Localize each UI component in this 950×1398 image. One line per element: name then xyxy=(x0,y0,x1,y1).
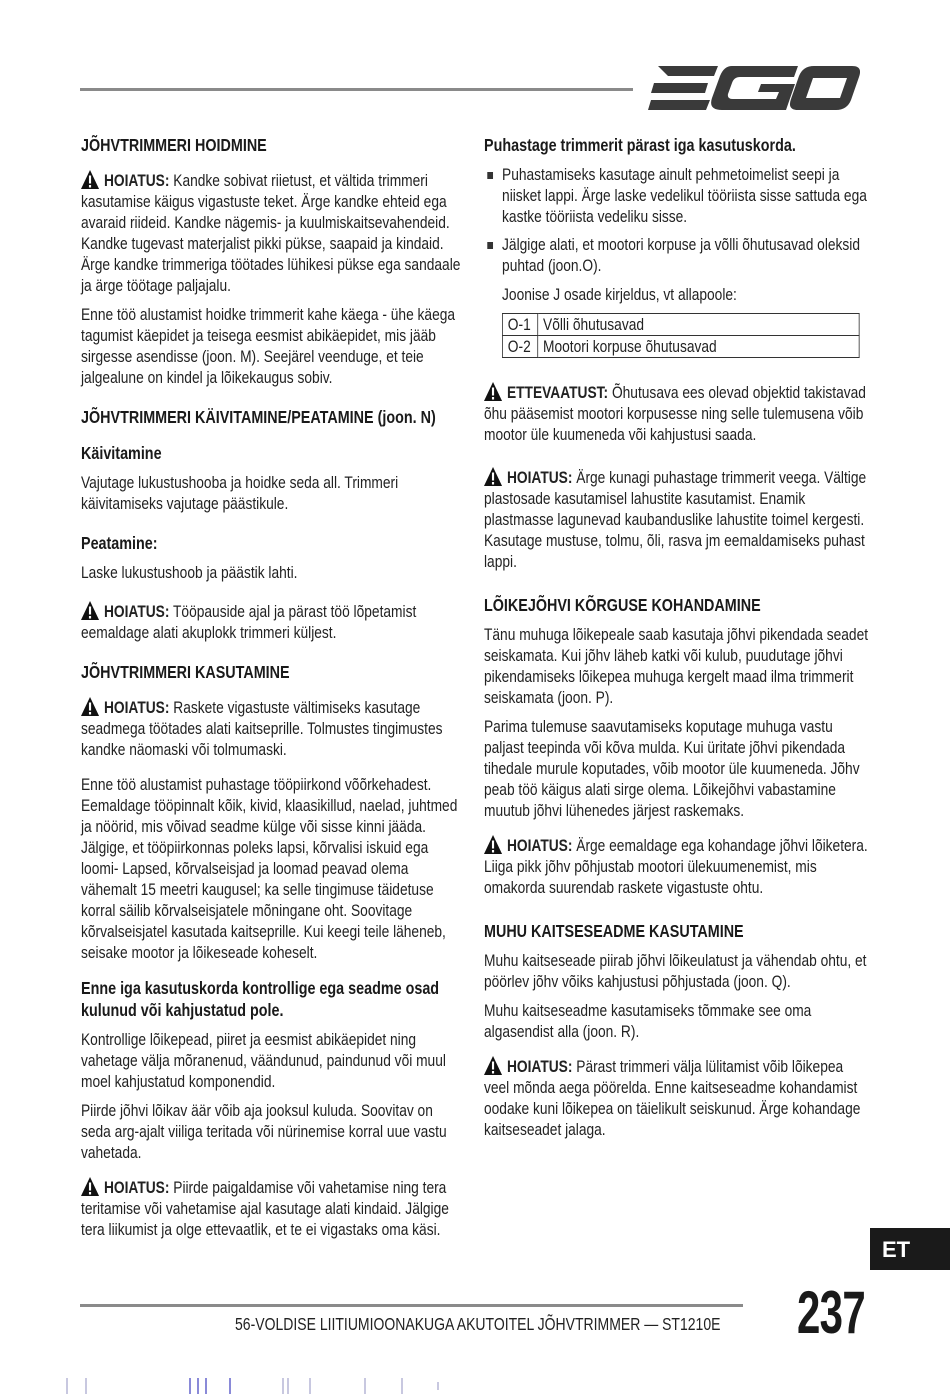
warning-label: HOIATUS: xyxy=(506,836,573,855)
warning-text: Ärge kunagi puhastage trimmerit veega. Vältige plastosade kasutamisel lahustite kasutamist. Enamik plastmasse lagunevad kaubanduslike lahustite toimel kergesti. Kasutage mustuse, tolmu, õli, rasva jm eemaldamiseks puhast lappi. xyxy=(484,468,867,571)
list-item: Puhastamiseks kasutage ainult pehmetoimelist seepi ja niisket lappi. Ärge laske vedelikul tööriista sisse sattuda ega kastke tööriista vedeliku sisse. xyxy=(484,164,869,227)
warning-label: HOIATUS: xyxy=(103,698,170,717)
footer-rule xyxy=(80,1304,743,1307)
paragraph-bump-feed: Tänu muhuga lõikepeale saab kasutaja jõhvi pikendada seadet seiskamata. Kui jõhv läheb katki või kulub, puudutage jõhvi pikendamiseks lõikepea muhuga kergelt maad ilma trimmerit seiskamata (joon. P). xyxy=(484,625,869,707)
warning-text: Raskete vigastuste vältimiseks kasutage seadmega töötades alati kaitseprille. Tolmustes tingimustes kandke näomaski või tolmumaski. xyxy=(81,698,443,759)
paragraph-stop: Laske lukustushoob ja päästik lahti. xyxy=(81,563,298,582)
footer-title: 56-VOLDISE LIITIUMIOONAKUGA AKUTOITEL JÕHVTRIMMER — ST1210E xyxy=(235,1314,721,1334)
warning-triangle-icon xyxy=(484,835,502,854)
paragraph-inspection: Kontrollige lõikepead, piiret ja eesmist abikäepidet ning vahetage välja mõranenud, väändunud, paindunud või muul moel kahjustatud komponendid. xyxy=(81,1030,446,1091)
warning-triangle-icon xyxy=(81,697,99,716)
warning-triangle-icon xyxy=(484,382,502,401)
warning-label: HOIATUS: xyxy=(103,602,170,621)
warning-triangle-icon xyxy=(484,467,502,486)
ego-logo xyxy=(648,64,860,112)
warning-clothing xyxy=(81,170,461,296)
subheading-stop: Peatamine: xyxy=(81,533,158,553)
bullet-icon xyxy=(487,242,493,249)
table-cell: Mootori korpuse õhutusavad xyxy=(538,336,859,358)
cleaning-list xyxy=(484,164,869,276)
warning-triangle-icon xyxy=(484,1056,502,1075)
section-heading-cleaning: Puhastage trimmerit pärast iga kasutuskorda. xyxy=(484,135,796,155)
subheading-start: Käivitamine xyxy=(81,443,162,463)
parts-table xyxy=(502,313,860,358)
warning-coasting-head xyxy=(484,1056,869,1140)
table-intro: Joonise J osade kirjeldus, vt allapoole: xyxy=(502,285,737,304)
header-rule xyxy=(80,88,633,91)
warning-text: Kandke sobivat riietust, et vältida trimmeri kasutamise käigus vigastuste teket. Ärge kandke ehteid ega avaraid riideid. Kandke nägemis- ja kuulmiskaitsevahendeid. Kandke tugevast materjalist pikki pükse, saapaid ja kindaid. Ärge kandke trimmeriga töötades lühikesi pükse ega sandaale ja ärge töötage paljajalu. xyxy=(81,171,461,295)
warning-battery xyxy=(81,601,461,643)
bullet-icon xyxy=(487,172,493,179)
paragraph-guard-use: Muhu kaitseseadme kasutamiseks tõmmake see oma algasendist alla (joon. R). xyxy=(484,1001,812,1041)
table-row xyxy=(502,314,859,336)
warning-text: Ärge eemaldage ega kohandage jõhvi lõiketera. Liiga pikk jõhv põhjustab mootori ülekuumenemist, mis omakorda suurendab raskete vigastuste ohtu. xyxy=(484,836,868,897)
paragraph-best-results: Parima tulemuse saavutamiseks koputage muhuga vastu paljast teepinda või kõva mulda. Kui üritate jõhvi pikendada tihedale murule koputades, võib mootor üle kuumeneda. Jõhv peab töö käigus alati sirge olema. Lõikejõhvi vabastamine muutub jõhvi lühenedes järjest raskemaks. xyxy=(484,717,860,820)
caution-text: Õhutusava ees olevad objektid takistavad õhu pääsemist mootori korpusesse ning selle tulemusena võib mootor üle kuumeneda või kahjustusi saada. xyxy=(484,383,866,444)
table-row xyxy=(502,336,859,358)
caution-vents xyxy=(484,382,869,445)
warning-triangle-icon xyxy=(81,170,99,189)
warning-triangle-icon xyxy=(81,601,99,620)
paragraph-holding: Enne töö alustamist hoidke trimmerit kahe käega - ühe käega tagumist käepidet ja teisega eesmist abikäepidet, mis jääb sirgesse asendisse (joon. M). Seejärel veenduge, et teie jalgealune on kindel ja lõikekaugus sobiv. xyxy=(81,305,456,387)
page-number: 237 xyxy=(797,1279,865,1346)
language-tab: ET xyxy=(870,1228,950,1270)
section-heading-start-stop: JÕHVTRIMMERI KÄIVITAMINE/PEATAMINE (joon. N) xyxy=(81,407,436,427)
warning-no-water xyxy=(484,467,869,572)
section-heading-line-adjust: LÕIKEJÕHVI KÕRGUSE KOHANDAMINE xyxy=(484,595,761,615)
warning-label: HOIATUS: xyxy=(103,171,170,190)
paragraph-work-area: Enne töö alustamist puhastage tööpiirkond võõrkehadest. Eemaldage tööpinnalt kõik, kivid, klaasikillud, naelad, juhtmed ja nöörid, mis võivad seadme külge või sisse kinni jääda. Jälgige, et tööpiirkonnas poleks lapsi, kõrvalisi iskuid ega loomi- Lapsed, kõrvalseisjad ja loomad peavad olema vähemalt 15 meetri kaugusel; ka selle tingimuse täidetuse korral säilib kõrvalseisjatele mõningane oht. Soovitage kõrvalseisjatel kasutada kaitseprille. Kui keegi teile läheneb, seisake mootor ja lõikeseade koheselt. xyxy=(81,775,458,962)
caution-label: ETTEVAATUST: xyxy=(506,383,609,402)
table-cell: Võlli õhutusavad xyxy=(538,314,859,336)
section-heading-usage: JÕHVTRIMMERI KASUTAMINE xyxy=(81,662,290,682)
section-heading-storage: JÕHVTRIMMERI HOIDMINE xyxy=(81,135,267,155)
table-cell: O-1 xyxy=(502,314,537,336)
paragraph-guard-edge: Piirde jõhvi lõikav äär võib aja jooksul kuluda. Soovitav on seda arg-ajalt viiliga teritada või nürinemise korral uue vastu vahetada. xyxy=(81,1101,447,1162)
warning-gloves xyxy=(81,1177,461,1240)
warning-label: HOIATUS: xyxy=(103,1178,170,1197)
section-heading-bump-guard: MUHU KAITSESEADME KASUTAMINE xyxy=(484,921,744,941)
right-column xyxy=(484,132,869,1148)
warning-text: Piirde paigaldamise või vahetamise ning tera teritamise või vahetamise ajal kasutage alati kindaid. Jälgige tera liikumist ja olge ettevaatlik, et te ei vigastaks oma käsi. xyxy=(81,1178,449,1239)
print-marks xyxy=(0,1376,950,1396)
warning-label: HOIATUS: xyxy=(506,468,573,487)
warning-line-blade xyxy=(484,835,869,898)
left-column xyxy=(81,132,461,1248)
paragraph-guard-limits: Muhu kaitseseade piirab jõhvi lõikeulatust ja vähendab ohtu, et pöörlev jõhv võiks kahjustusi põhjustada (joon. Q). xyxy=(484,951,867,991)
warning-label: HOIATUS: xyxy=(506,1057,573,1076)
table-cell: O-2 xyxy=(502,336,537,358)
warning-triangle-icon xyxy=(81,1177,99,1196)
section-heading-inspection: Enne iga kasutuskorda kontrollige ega seadme osad kulunud või kahjustatud pole. xyxy=(81,978,440,1020)
warning-text: Tööpauside ajal ja pärast töö lõpetamist eemaldage alati akuplokk trimmeri küljest. xyxy=(81,602,417,642)
paragraph-start: Vajutage lukustushooba ja hoidke seda all. Trimmeri käivitamiseks vajutage päästikule. xyxy=(81,473,399,513)
warning-eye-protection xyxy=(81,697,461,760)
warning-text: Pärast trimmeri välja lülitamist võib lõikepea veel mõnda aega pöörelda. Enne kaitseseadme kohandamist oodake kuni lõikepea on täielikult seiskunud. Ärge kohandage kaitseseadet jalaga. xyxy=(484,1057,861,1139)
list-item: Jälgige alati, et mootori korpuse ja võlli õhutusavad oleksid puhtad (joon.O). xyxy=(484,234,869,276)
